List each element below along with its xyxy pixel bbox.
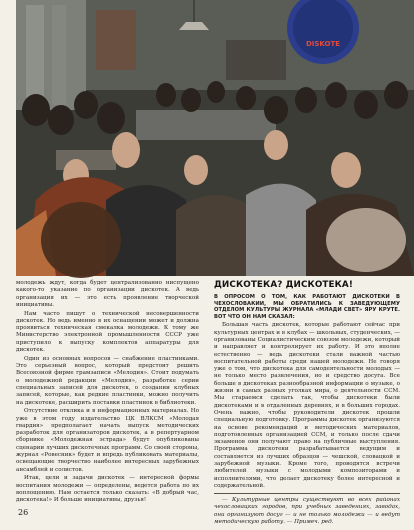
article-lead: В ОПРОСОМ О ТОМ, КАК РАБОТАЮТ ДИСКОТЕКИ В ЧЕХОСЛОВАКИИ, МЫ ОБРАТИЛИСЬ К ЗАВЕДУЮЩЕМУ ОТДЕЛОМ КУЛЬТУРЫ ЖУРНАЛА «МЛАДИ СВЕТ» ЯРУ КРУТЕ. ВОТ ЧТО ОН НАМ СКАЗАЛ: [214,294,400,320]
editor-note: — Культурные центры существуют во всех районах чехословацких городов, при учебных заведениях, заводах, они организуют досуг — и не только молодежи — и ведут методическую работу. — Примеч. ред. [214,497,400,525]
sign-logo: DISKOTE [305,40,341,48]
page-number: 26 [18,508,29,517]
disco-photo [16,0,414,276]
left-paragraph: Итак, цели и задачи дискотек — интересной формы воспитания молодежи — определены, ведется работа по их воплощению. Нам остается только сказать: «В добрый час, дискотека!» И больше инициативы, друзья! [16,475,199,504]
right-column-text [214,280,400,525]
left-column-text [16,280,199,502]
left-paragraph: Один из основных вопросов — снабжение пластинками. Это серьезный вопрос, который предстоит решить Всесоюзной фирме грамзаписи «Мелодия». Стоит подумать о молодежной редакции «Мелодия», разработке серии специальных записей для дискотек, о создании клубных записей, которые, как редкие пластинки, можно получить на дискотеке, расширить поставки пластинок в библиотеки. [16,355,199,406]
left-paragraph: Отсутствие отклика и в информационных материалах. Но уже в этом году издательство ЦК ВЛКСМ «Молодая гвардия» предполагает начать выпуск методических разработок для организаторов дискотек, а в репертуарном сборнике «Молодежная эстрада» будут опубликованы сценарии лучших дискотечных программ. Со своей стороны, журнал «Ровесник» будет и впредь публиковать материалы, освещающие творчество наиболее интересных зарубежных ансамблей и солистов. [16,408,199,473]
caption-divider [214,493,400,494]
left-paragraph: Нам часто пишут о технической несовершенности дискотек. Но ведь именно в их оснащении может и должна проявиться техническая смекалка молодежи. К тому же Министерство электронной промышленности СССР уже приступило к выпуску комплектов аппаратуры для дискотек. [16,310,199,354]
right-paragraph: Большая часть дискотек, которые работают сейчас при культурных центрах и в клубах — школьных, студенческих, — организованы Социалистическим союзом молодежи, который и направляет и контролирует их работу. И это вполне естественно — ведь дискотеки стали важной частью воспитательной работы среди нашей молодежи. Не говоря уже о том, что дискотека для самодеятельности молодых — не только место развлечения, но и средство досуга. Все больше в дискотеках разнообразной информации о музыке, о жизни в самых разных уголках мира, о деятельности ССМ. Мы стараемся сделать так, чтобы дискотеки были дискотеками и в отдаленных деревнях, и в больших городах. Очень важно, чтобы руководители дискотек прошли специальную подготовку. Программы дискотек организуются на основе рекомендаций и методических материалов, подготовленных организацией ССМ, и только после сдачи экзаменов они получают право на публичные выступления. Программа дискотеки разрабатывается ведущим и составляется из лучших образцов — чешской, словацкой и зарубежной музыки. Кроме того, проводятся встречи любителей музыки с молодыми композиторами и исполнителями, что делает дискотеку более интересной и содержательной. [214,322,400,489]
disco-crowd-image [16,0,414,276]
left-paragraph: молодежь ждут, когда будет централизованно ниспущено какого-то указание по организации дискотек. А ведь организация их — это есть проявление творческой инициативы. [16,280,199,308]
article-headline: ДИСКОТЕКА? ДИСКОТЕКА! [214,280,353,290]
